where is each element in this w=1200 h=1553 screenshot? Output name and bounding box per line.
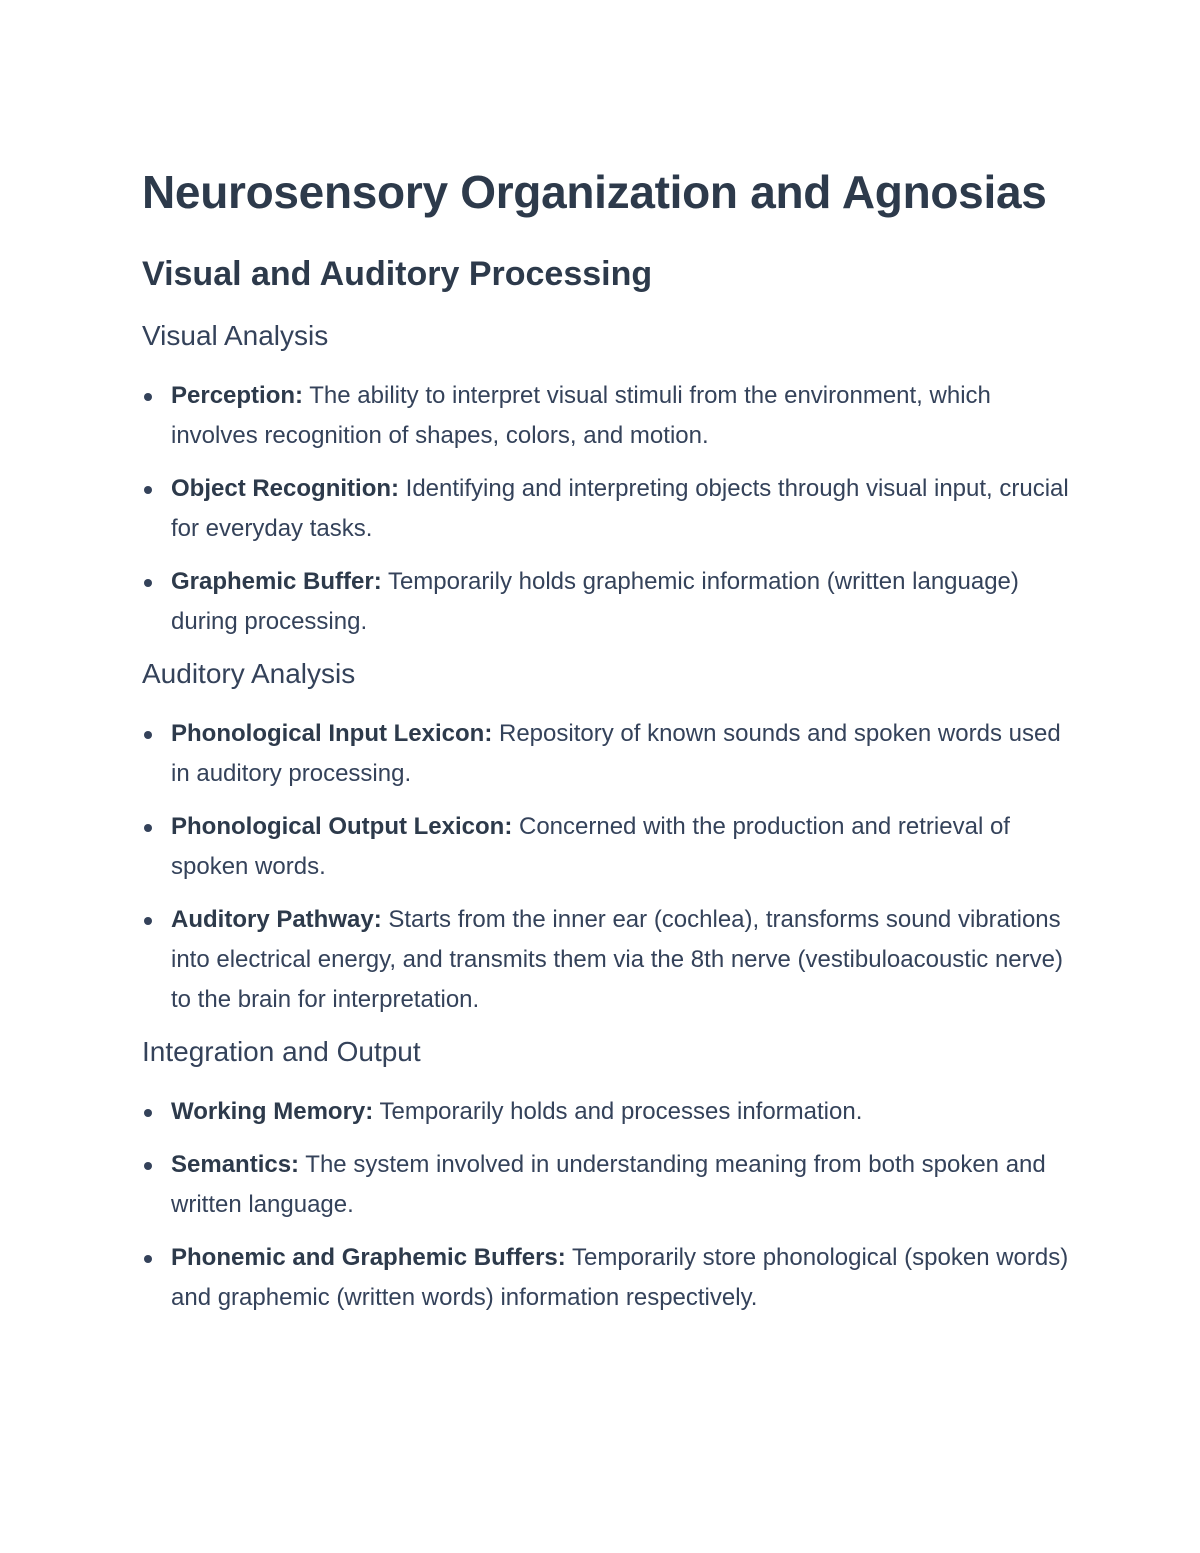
bullet-icon (144, 486, 152, 494)
subsection-heading-auditory-analysis: Auditory Analysis (142, 658, 356, 689)
definition: The ability to interpret visual stimuli from the environment, which involves recognition of shapes, colors, and motion. (171, 382, 991, 449)
definition: Concerned with the production and retrieval of spoken words. (171, 813, 1010, 880)
bullet-icon (144, 1255, 152, 1263)
visual-analysis-list (142, 376, 1082, 642)
definition: Starts from the inner ear (cochlea), transforms sound vibrations into electrical energy, and transmits them via the 8th nerve (vestibuloacoustic nerve) to the brain for interpretation. (171, 906, 1063, 1013)
term: Perception: (171, 382, 304, 409)
list-item (142, 376, 1082, 456)
bullet-icon (144, 393, 152, 401)
list-item (142, 562, 1082, 642)
term: Working Memory: (171, 1098, 374, 1125)
section-heading: Visual and Auditory Processing (142, 255, 653, 293)
list-item (142, 714, 1082, 794)
list-item (142, 900, 1082, 1020)
list-item (142, 1145, 1082, 1225)
term: Auditory Pathway: (171, 906, 382, 933)
bullet-icon (144, 917, 152, 925)
list-item (142, 1238, 1082, 1318)
definition: Temporarily holds and processes information. (373, 1098, 863, 1125)
subsection-heading-visual-analysis: Visual Analysis (142, 320, 329, 351)
term: Phonemic and Graphemic Buffers: (171, 1244, 566, 1271)
definition: Temporarily holds graphemic information (written language) during processing. (171, 568, 1019, 635)
list-item (142, 469, 1082, 549)
term: Phonological Output Lexicon: (171, 813, 513, 840)
bullet-icon (144, 1109, 152, 1117)
document-title: Neurosensory Organization and Agnosias (142, 166, 1047, 218)
bullet-icon (144, 579, 152, 587)
definition: Identifying and interpreting objects through visual input, crucial for everyday tasks. (171, 475, 1069, 542)
term: Object Recognition: (171, 475, 399, 502)
term: Graphemic Buffer: (171, 568, 382, 595)
definition: Temporarily store phonological (spoken words) and graphemic (written words) information respectively. (171, 1244, 1069, 1311)
bullet-icon (144, 824, 152, 832)
list-item (142, 1092, 1082, 1132)
bullet-icon (144, 1162, 152, 1170)
definition: Repository of known sounds and spoken words used in auditory processing. (171, 720, 1061, 787)
auditory-analysis-list (142, 714, 1082, 1020)
bullet-icon (144, 731, 152, 739)
term: Semantics: (171, 1151, 300, 1178)
document-page (142, 160, 1082, 1331)
definition: The system involved in understanding meaning from both spoken and written language. (171, 1151, 1046, 1218)
subsection-heading-integration-output: Integration and Output (142, 1036, 421, 1067)
list-item (142, 807, 1082, 887)
integration-output-list (142, 1092, 1082, 1318)
term: Phonological Input Lexicon: (171, 720, 493, 747)
